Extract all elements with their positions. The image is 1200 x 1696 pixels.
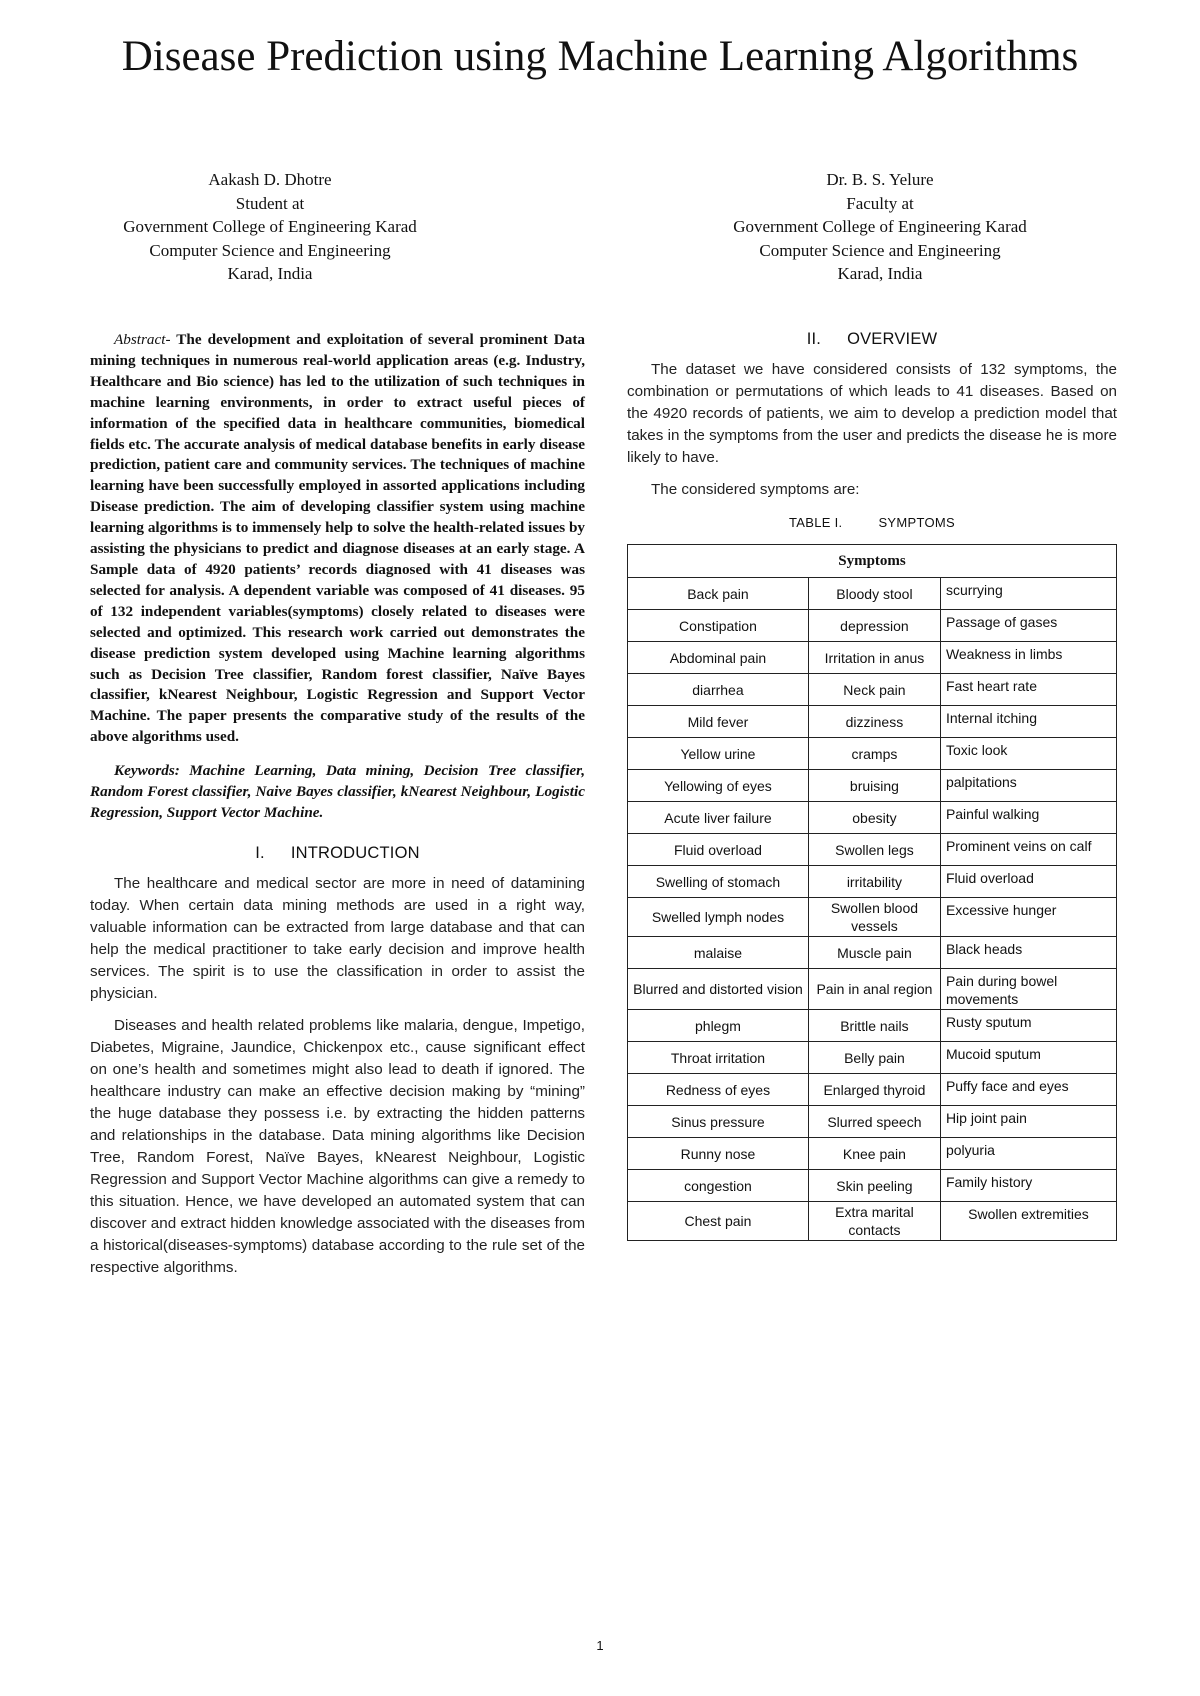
table-header-row xyxy=(628,545,1117,578)
author-location: Karad, India xyxy=(837,264,923,283)
table-row xyxy=(628,834,1117,866)
table-row xyxy=(628,642,1117,674)
paragraph: The considered symptoms are: xyxy=(651,481,860,498)
table-cell: congestion xyxy=(628,1170,809,1202)
table-row xyxy=(628,802,1117,834)
author-block-2 xyxy=(670,168,1090,286)
table-cell: Knee pain xyxy=(808,1138,940,1170)
table-cell: obesity xyxy=(808,802,940,834)
table-cell: Abdominal pain xyxy=(628,642,809,674)
author-location: Karad, India xyxy=(227,264,313,283)
author-name: Dr. B. S. Yelure xyxy=(826,170,934,189)
table-cell: Internal itching xyxy=(940,706,1116,738)
table-row xyxy=(628,706,1117,738)
abstract-text: The development and exploitation of several prominent Data mining techniques in numerous real-world application areas (e.g. Industry, Healthcare and Bio science) has led to the utilization of such techniques in machine learning environments, in order to extract useful pieces of information of the specified data in healthcare communities, biomedical fields etc. The accurate analysis of medical database benefits in early disease prediction, patient care and community services. The techniques of machine learning have been successfully employed in assorted applications including Disease prediction. The aim of developing classifier system using machine learning algorithms is to immensely help to solve the health-related issues by assisting the physicians to predict and diagnose diseases at an early stage. A Sample data of 4920 patients’ records diagnosed with 41 diseases was selected for analysis. A dependent variable was composed of 41 diseases. 95 of 132 independent variables(symptoms) closely related to diseases were selected and optimized. This research work carried out demonstrates the disease prediction system developed using Machine learning algorithms such as Decision Tree classifier, Random forest classifier, Naïve Bayes classifier, kNearest Neighbour, Logistic Regression and Support Vector Machine. The paper presents the comparative study of the results of the above algorithms used. xyxy=(90,331,585,746)
table-cell: Toxic look xyxy=(940,738,1116,770)
author-department: Computer Science and Engineering xyxy=(149,240,391,260)
table-cell: Irritation in anus xyxy=(808,642,940,674)
table-cell: Pain in anal region xyxy=(808,969,940,1010)
table-row xyxy=(628,1042,1117,1074)
table-row xyxy=(628,578,1117,610)
table-cell: Prominent veins on calf xyxy=(940,834,1116,866)
table-number: TABLE I. xyxy=(788,515,843,530)
table-cell: Painful walking xyxy=(940,802,1116,834)
table-cell: Bloody stool xyxy=(808,578,940,610)
table-cell: Mild fever xyxy=(628,706,809,738)
author-block-1 xyxy=(60,168,480,286)
table-cell: Family history xyxy=(940,1170,1116,1202)
table-row xyxy=(628,898,1117,937)
table-cell: Runny nose xyxy=(628,1138,809,1170)
table-body xyxy=(628,578,1117,1241)
table-row xyxy=(628,738,1117,770)
author-name: Aakash D. Dhotre xyxy=(208,170,332,189)
table-cell: Yellow urine xyxy=(628,738,809,770)
table-cell: Passage of gases xyxy=(940,610,1116,642)
paper-title: Disease Prediction using Machine Learning Algorithms xyxy=(121,33,1079,80)
table-cell: Swelling of stomach xyxy=(628,866,809,898)
author-role: Student at xyxy=(235,193,305,213)
table-cell: malaise xyxy=(628,937,809,969)
right-column xyxy=(627,330,1117,1241)
section-number: I. xyxy=(255,843,265,862)
table-cell: Excessive hunger xyxy=(940,898,1116,937)
table-cell: polyuria xyxy=(940,1138,1116,1170)
page-number: 1 xyxy=(596,1638,604,1653)
table-title: SYMPTOMS xyxy=(878,515,956,530)
table-cell: Fluid overload xyxy=(940,866,1116,898)
table-row xyxy=(628,1074,1117,1106)
table-cell: Puffy face and eyes xyxy=(940,1074,1116,1106)
keywords: Keywords: Machine Learning, Data mining, Decision Tree classifier, Random Forest classifier, Naive Bayes classifier, kNearest Neighbour, Logistic Regression, Support Vector Machine. xyxy=(90,762,585,821)
table-row xyxy=(628,1202,1117,1241)
table-cell: Swollen blood vessels xyxy=(808,898,940,937)
section-title: INTRODUCTION xyxy=(290,843,420,862)
table-header: Symptoms xyxy=(628,545,1117,578)
table-cell: Pain during bowel movements xyxy=(940,969,1116,1010)
table-cell: Yellowing of eyes xyxy=(628,770,809,802)
section-number: II. xyxy=(806,330,822,348)
table-cell: Weakness in limbs xyxy=(940,642,1116,674)
table-cell: Enlarged thyroid xyxy=(808,1074,940,1106)
table-cell: depression xyxy=(808,610,940,642)
table-row xyxy=(628,610,1117,642)
author-institution: Government College of Engineering Karad xyxy=(123,217,417,236)
author-institution: Government College of Engineering Karad xyxy=(733,217,1027,236)
paragraph: The dataset we have considered consists of 132 symptoms, the combination or permutations of which leads to 41 diseases. Based on the 4920 records of patients, we aim to develop a prediction model that takes in the symptoms from the user and predicts the disease he is more likely to have. xyxy=(627,361,1117,466)
table-row xyxy=(628,866,1117,898)
table-row xyxy=(628,770,1117,802)
table-cell: Skin peeling xyxy=(808,1170,940,1202)
symptoms-table xyxy=(627,544,1117,1241)
table-cell: Neck pain xyxy=(808,674,940,706)
table-row xyxy=(628,937,1117,969)
table-row xyxy=(628,1106,1117,1138)
table-row xyxy=(628,674,1117,706)
section-heading-overview xyxy=(627,330,1117,349)
table-row xyxy=(628,1170,1117,1202)
table-cell: irritability xyxy=(808,866,940,898)
table-cell: Muscle pain xyxy=(808,937,940,969)
table-cell: Chest pain xyxy=(628,1202,809,1241)
table-cell: Constipation xyxy=(628,610,809,642)
table-cell: Belly pain xyxy=(808,1042,940,1074)
table-cell: Swollen extremities xyxy=(940,1202,1116,1241)
table-cell: Hip joint pain xyxy=(940,1106,1116,1138)
table-cell: scurrying xyxy=(940,578,1116,610)
table-cell: Fast heart rate xyxy=(940,674,1116,706)
table-row xyxy=(628,1010,1117,1042)
table-caption xyxy=(627,515,1117,530)
section-title: OVERVIEW xyxy=(847,330,938,348)
table-cell: cramps xyxy=(808,738,940,770)
table-cell: Back pain xyxy=(628,578,809,610)
section-heading-introduction xyxy=(90,844,585,863)
table-cell: Redness of eyes xyxy=(628,1074,809,1106)
table-cell: palpitations xyxy=(940,770,1116,802)
paragraph: The healthcare and medical sector are more in need of datamining today. When certain data mining methods are used in a right way, valuable information can be extracted from large database and that can help the medical practitioner to take early decision and improve health services. The spirit is to use the classification in order to assist the physician. xyxy=(90,874,585,1002)
table-cell: Slurred speech xyxy=(808,1106,940,1138)
table-row xyxy=(628,1138,1117,1170)
left-column xyxy=(90,330,585,1289)
author-role: Faculty at xyxy=(846,193,914,213)
table-cell: Fluid overload xyxy=(628,834,809,866)
abstract xyxy=(90,330,585,748)
abstract-lead: Abstract- xyxy=(114,331,171,348)
table-cell: Sinus pressure xyxy=(628,1106,809,1138)
table-cell: Blurred and distorted vision xyxy=(628,969,809,1010)
table-cell: Brittle nails xyxy=(808,1010,940,1042)
table-cell: Acute liver failure xyxy=(628,802,809,834)
author-department: Computer Science and Engineering xyxy=(759,240,1001,260)
table-cell: Black heads xyxy=(940,937,1116,969)
table-cell: Swollen legs xyxy=(808,834,940,866)
table-cell: phlegm xyxy=(628,1010,809,1042)
table-row xyxy=(628,969,1117,1010)
table-cell: Throat irritation xyxy=(628,1042,809,1074)
table-cell: Mucoid sputum xyxy=(940,1042,1116,1074)
table-cell: dizziness xyxy=(808,706,940,738)
table-cell: Swelled lymph nodes xyxy=(628,898,809,937)
table-cell: Extra marital contacts xyxy=(808,1202,940,1241)
table-cell: diarrhea xyxy=(628,674,809,706)
table-cell: Rusty sputum xyxy=(940,1010,1116,1042)
table-cell: bruising xyxy=(808,770,940,802)
paragraph: Diseases and health related problems like malaria, dengue, Impetigo, Diabetes, Migraine, Jaundice, Chickenpox etc., cause significant effect on one’s health and sometimes might also lead to death if ignored. The healthcare industry can make an effective decision making by “mining” the huge database they possess i.e. by extracting the hidden patterns and relationships in the database. Data mining algorithms like Decision Tree, Random Forest, Naïve Bayes, kNearest Neighbour, Logistic Regression and Support Vector Machine algorithms can give a remedy to this situation. Hence, we have developed an automated system that can discover and extract hidden knowledge associated with the diseases from a historical(diseases-symptoms) database according to the rule set of the respective algorithms. xyxy=(90,1016,585,1276)
